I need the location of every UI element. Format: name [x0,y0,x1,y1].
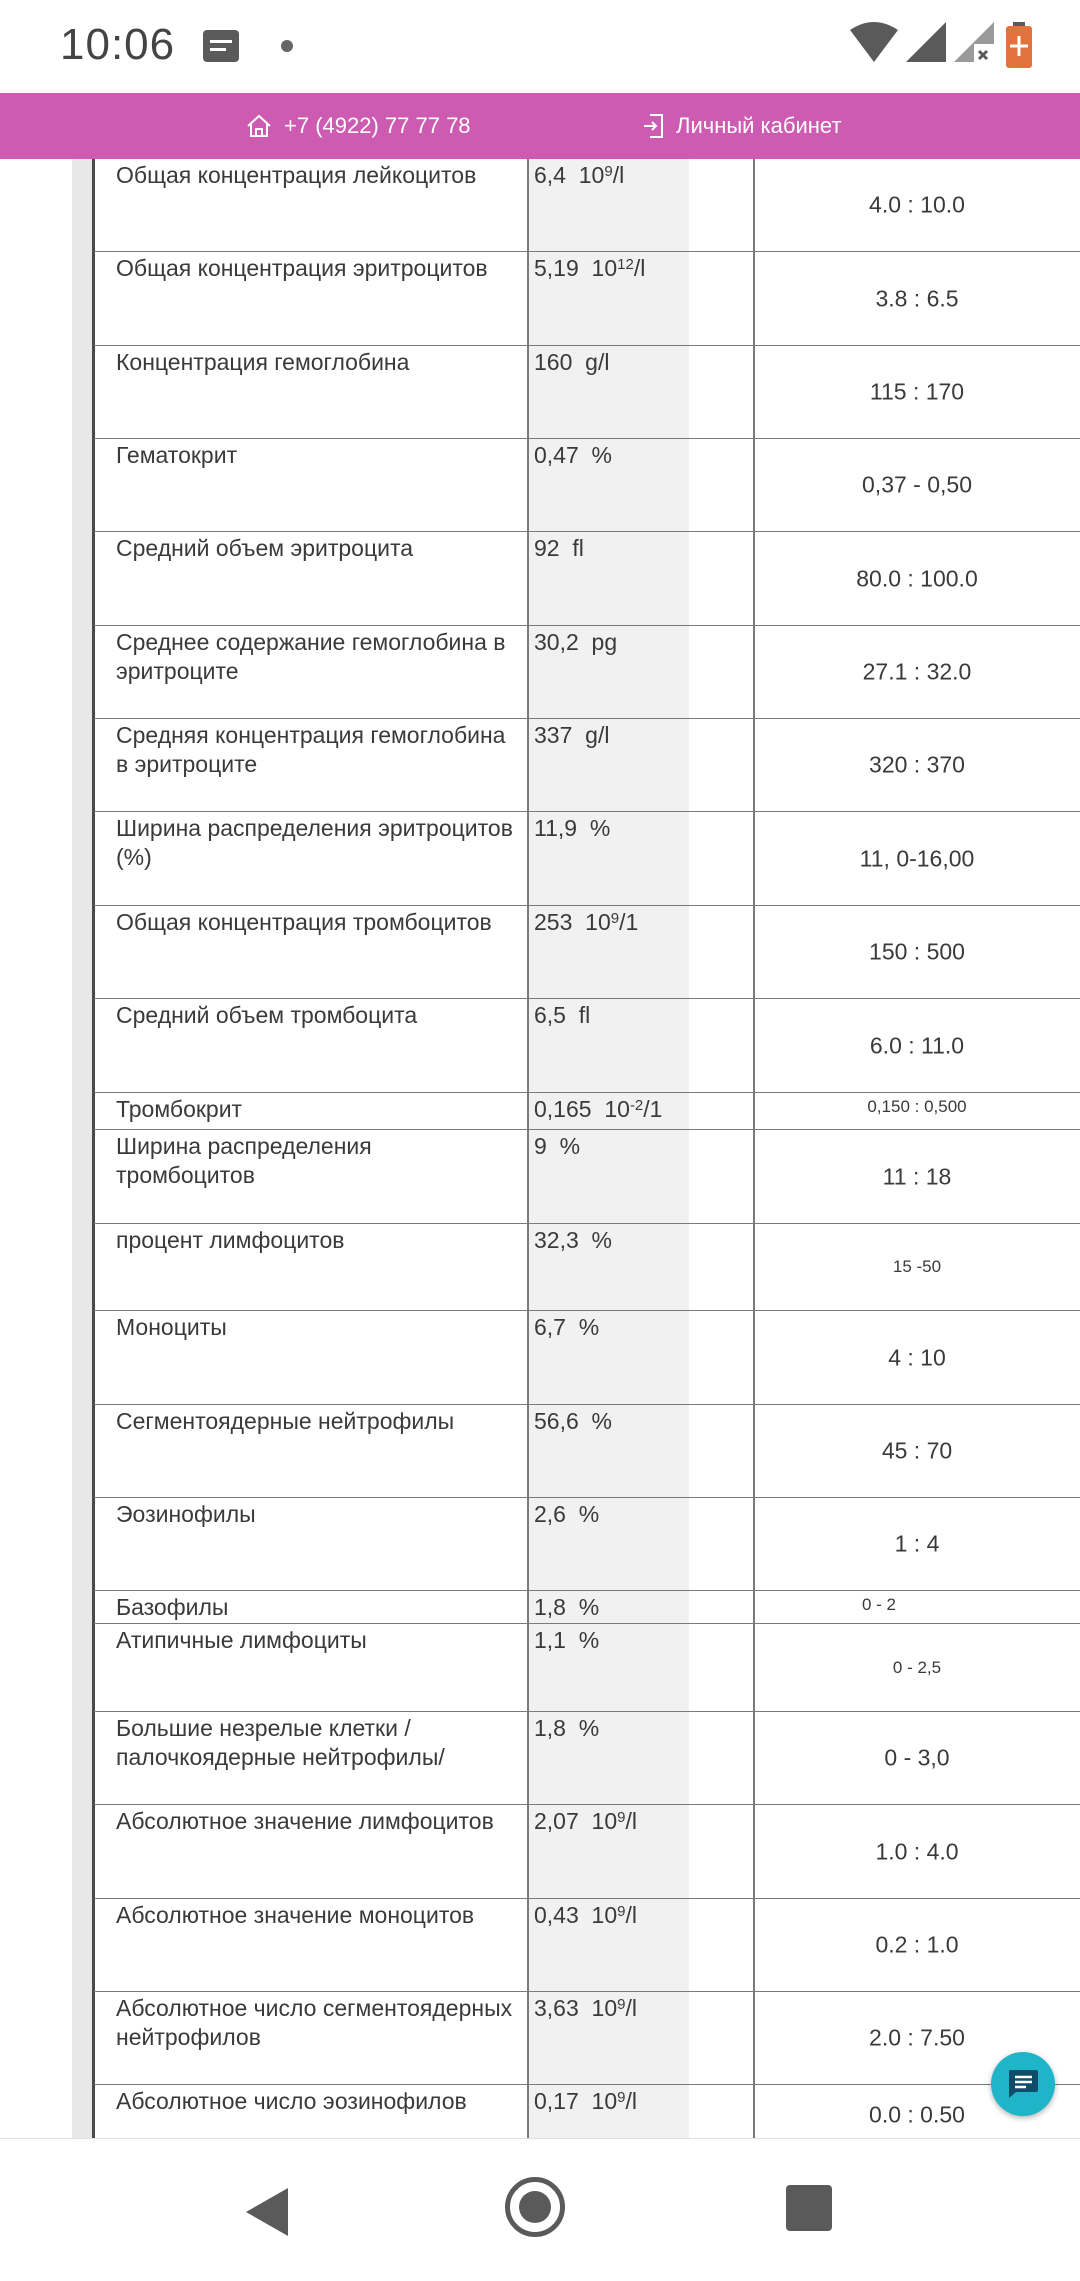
unit-base: 10 [591,1995,618,2021]
reference-range: 0.2 : 1.0 [875,1931,959,1958]
result-value: 30,2 [534,629,579,655]
test-name: Общая концентрация тромбоцитов [116,909,492,935]
test-value [534,1132,580,1161]
result-unit: % [559,1133,581,1159]
table-row [94,252,1080,346]
result-value: 1,8 [534,1594,566,1620]
test-value [534,1095,662,1124]
result-value: 0,17 [534,2088,579,2114]
table-row [94,1311,1080,1405]
test-value [534,161,624,190]
reference-range: 1.0 : 4.0 [875,1838,959,1864]
reference-range: 0 - 2 [861,1595,897,1614]
test-value [534,1626,599,1655]
reference-range: 0 - 2,5 [892,1657,942,1677]
page-gutter [72,159,92,2138]
column-divider [527,1498,529,1590]
test-name: Абсолютное значение моноцитов [116,1902,475,1928]
column-divider [527,2085,529,2138]
status-time: 10:06 [60,20,176,69]
test-name: Средний объем тромбоцита [116,1002,418,1028]
result-unit: % [578,1314,600,1340]
table-row [94,1992,1080,2085]
unit-exponent: 9 [617,1809,626,1826]
unit-suffix: /l [625,2088,637,2114]
unit-suffix: /l [612,162,625,188]
unit-base: 10 [591,2088,618,2114]
test-name: Моноциты [116,1314,227,1340]
chat-button[interactable] [991,2052,1055,2116]
table-row [94,2085,1080,2138]
site-header [0,93,1080,159]
reference-range: 0,150 : 0,500 [867,1097,967,1116]
reference-range: 11 : 18 [882,1163,952,1189]
more-notifications-dot-icon [281,40,293,52]
test-value [534,628,617,657]
column-divider [527,1899,529,1991]
test-name: Общая концентрация эритроцитов [116,255,488,281]
result-value: 0,43 [534,1902,579,1928]
test-value [534,1407,612,1436]
unit-suffix: /l [625,1808,637,1834]
result-unit: % [578,1627,600,1653]
reference-range: 4.0 : 10.0 [869,191,965,218]
result-value: 56,6 [534,1408,579,1434]
reference-range: 115 : 170 [869,378,965,405]
table-row [94,999,1080,1093]
phone-link[interactable] [246,93,471,159]
unit-base: 10 [591,1902,618,1928]
test-value [534,908,638,937]
unit-base: 10 [604,1096,630,1122]
test-value [534,1500,599,1529]
table-row [94,1093,1080,1130]
unit-exponent: 9 [617,1996,626,2013]
results-content[interactable] [0,159,1080,2138]
test-name: Ширина распределения эритроцитов (%) [116,815,513,870]
result-value: 337 [534,722,573,748]
column-divider [527,1405,529,1497]
column-divider [527,1130,529,1223]
test-value [534,254,645,283]
result-value: 1,1 [534,1627,566,1653]
reference-range: 320 : 370 [869,751,965,778]
column-divider [527,1992,529,2084]
home-icon [246,114,272,138]
test-name: Абсолютное число сегментоядерных нейтрофилов [116,1995,513,2050]
result-unit: % [591,1227,612,1253]
table-row [94,532,1080,626]
wifi-icon [850,22,898,62]
result-value: 2,6 [534,1501,566,1527]
unit-exponent: 12 [617,256,634,273]
battery-icon [1006,22,1032,68]
column-divider [527,719,529,811]
unit-suffix: /1 [643,1096,663,1122]
table-row [94,1130,1080,1224]
table-row [94,1591,1080,1624]
test-value [534,721,609,750]
unit-suffix: /1 [619,909,639,935]
unit-suffix: /l [625,1902,637,1928]
result-value: 92 [534,535,560,561]
result-unit: % [591,442,612,468]
test-value [534,1807,637,1836]
result-value: 3,63 [534,1995,579,2021]
result-unit: fl [578,1002,591,1028]
test-name: Гематокрит [116,442,238,468]
column-divider [527,999,529,1092]
unit-exponent: 9 [617,2089,626,2106]
result-unit: % [591,1408,612,1434]
table-row [94,1624,1080,1712]
cell-signal-2-icon [954,22,994,62]
result-unit: % [578,1501,600,1527]
result-value: 0,165 [534,1096,592,1122]
test-name: Ширина распределения тромбоцитов [116,1133,372,1188]
result-unit: fl [572,535,584,561]
table-row [94,1498,1080,1591]
reference-range: 45 : 70 [881,1437,953,1464]
unit-base: 10 [585,909,611,935]
status-bar [0,0,1080,93]
test-name: Тромбокрит [116,1096,243,1122]
unit-suffix: /l [633,255,646,281]
result-unit: % [589,815,611,841]
result-value: 5,19 [534,255,579,281]
column-divider [527,1624,529,1711]
test-value [534,1593,599,1622]
chat-icon [1006,2068,1040,2100]
test-name: процент лимфоцитов [116,1227,345,1253]
result-unit: g/l [585,349,610,375]
result-value: 0,47 [534,442,579,468]
test-name: Концентрация гемоглобина [116,349,410,375]
result-unit: g/l [585,722,610,748]
back-icon[interactable] [246,2188,290,2236]
column-divider [527,1712,529,1804]
unit-base: 10 [591,1808,618,1834]
test-name: Средняя концентрация гемоглобина в эритроците [116,722,506,777]
column-divider [527,1591,529,1623]
reference-range: 1 : 4 [894,1530,940,1557]
reference-range: 0.0 : 0.50 [869,2101,965,2127]
test-name: Эозинофилы [116,1501,256,1527]
column-divider [527,252,529,345]
column-divider [527,439,529,531]
table-row [94,719,1080,812]
test-name: Атипичные лимфоциты [116,1627,367,1653]
result-value: 6,7 [534,1314,566,1340]
reference-range: 0,37 - 0,50 [862,471,972,498]
unit-suffix: /l [625,1995,637,2021]
reference-range: 80.0 : 100.0 [856,565,978,591]
result-unit: % [578,1715,600,1741]
recent-apps-icon[interactable] [786,2185,832,2231]
reference-range: 15 -50 [892,1257,942,1276]
test-value [534,1001,590,1030]
unit-exponent: -2 [629,1097,644,1114]
result-value: 253 [534,909,573,935]
test-value [534,2087,637,2116]
home-button-icon[interactable] [505,2177,565,2237]
test-value [534,1994,637,2023]
test-name: Общая концентрация лейкоцитов [116,162,477,188]
column-divider [527,159,529,251]
reference-range: 3.8 : 6.5 [875,285,959,311]
test-value [534,1226,612,1255]
reference-range: 27.1 : 32.0 [862,658,972,685]
test-value [534,1901,637,1930]
reference-range: 11, 0-16,00 [859,845,975,871]
navigation-bar [0,2138,1080,2281]
reference-range: 150 : 500 [869,938,965,965]
unit-base: 10 [578,162,605,188]
result-value: 9 [534,1133,547,1159]
result-value: 160 [534,349,573,375]
column-divider [527,1311,529,1404]
result-value: 1,8 [534,1715,566,1741]
table-row [94,812,1080,906]
column-divider [527,532,529,625]
notification-icon [203,30,239,62]
test-value [534,441,612,470]
result-value: 6,5 [534,1002,566,1028]
test-name: Среднее содержание гемоглобина в эритроците [116,629,506,684]
test-value [534,814,610,843]
column-divider [527,346,529,438]
cell-signal-icon [906,22,946,62]
test-value [534,348,609,377]
test-name: Абсолютное значение лимфоцитов [116,1808,494,1834]
result-unit: pg [591,629,618,655]
table-row [94,346,1080,439]
test-name: Базофилы [116,1594,229,1620]
column-divider [527,812,529,905]
test-name: Сегментоядерные нейтрофилы [116,1408,455,1434]
table-row [94,906,1080,999]
login-icon [642,113,664,139]
result-value: 11,9 [534,815,578,841]
column-divider [527,1093,529,1129]
column-divider [527,1224,529,1310]
personal-account-label: Личный кабинет [676,113,842,138]
test-name: Абсолютное число эозинофилов [116,2088,467,2114]
result-value: 6,4 [534,162,566,188]
personal-account-link[interactable] [642,93,842,159]
table-row [94,626,1080,719]
table-row [94,1224,1080,1311]
unit-base: 10 [591,255,618,281]
column-divider [527,1805,529,1898]
column-divider [527,906,529,998]
test-value [534,1714,599,1743]
result-value: 32,3 [534,1227,579,1253]
table-row [94,1899,1080,1992]
table-row [94,439,1080,532]
unit-exponent: 9 [610,910,620,927]
unit-exponent: 9 [617,1903,626,1920]
reference-range: 6.0 : 11.0 [869,1032,965,1058]
unit-exponent: 9 [604,163,613,180]
reference-range: 2.0 : 7.50 [869,2024,965,2051]
table-row [94,1405,1080,1498]
reference-range: 0 - 3,0 [884,1744,950,1771]
table-row [94,159,1080,252]
reference-range: 4 : 10 [888,1344,946,1370]
test-name: Большие незрелые клетки / палочкоядерные нейтрофилы/ [116,1715,445,1770]
result-value: 2,07 [534,1808,579,1834]
column-divider [527,626,529,718]
result-unit: % [578,1594,600,1620]
test-value [534,534,584,563]
table-row [94,1805,1080,1899]
phone-number: +7 (4922) 77 77 78 [284,113,471,138]
table-row [94,1712,1080,1805]
test-value [534,1313,599,1342]
test-name: Средний объем эритроцита [116,535,414,561]
